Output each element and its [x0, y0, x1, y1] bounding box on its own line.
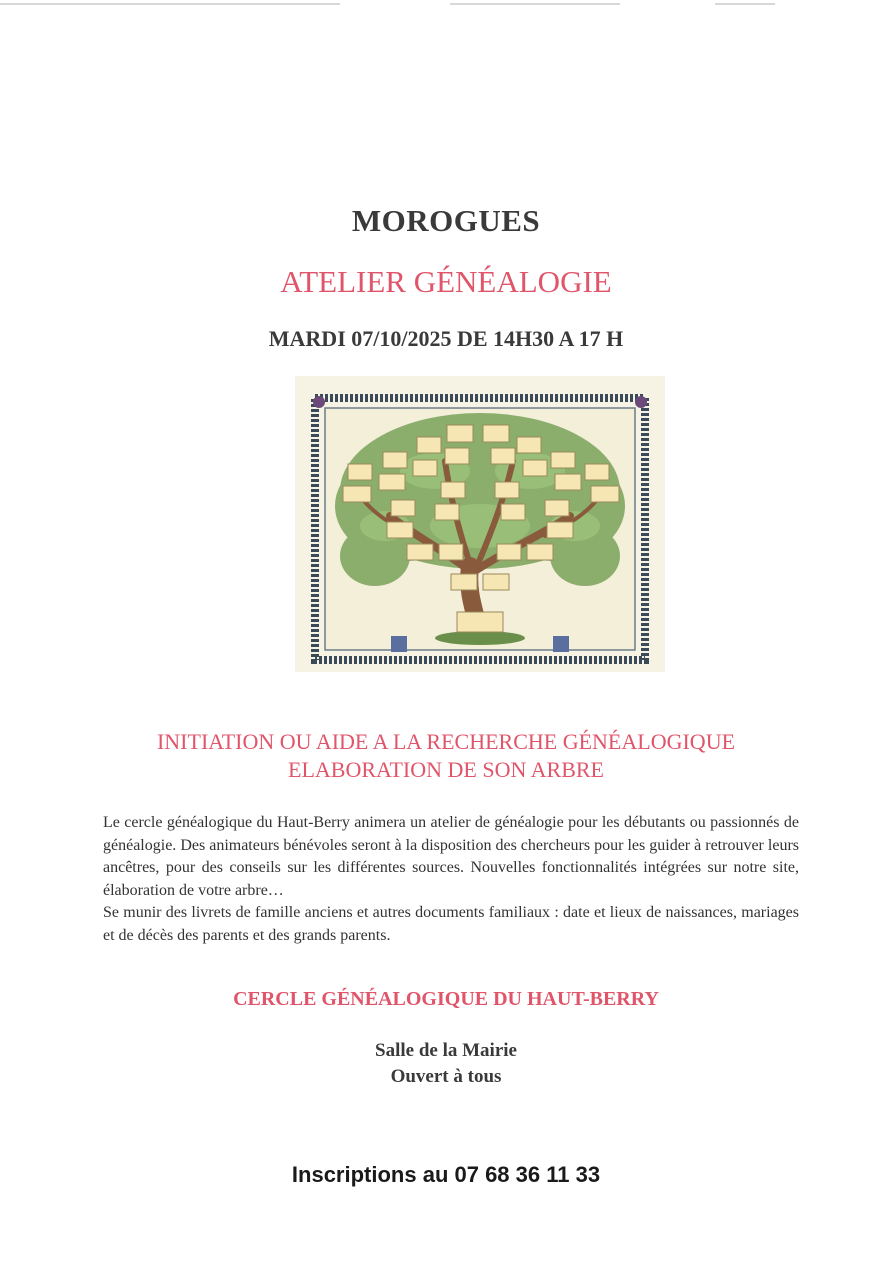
- scan-artifact-line-left: [0, 3, 340, 5]
- town-title: MOROGUES: [351, 203, 541, 238]
- subtitle-tree-building: ELABORATION DE SON ARBRE: [288, 757, 604, 782]
- access-label: Ouvert à tous: [390, 1066, 502, 1087]
- organizer-name: CERCLE GÉNÉALOGIQUE DU HAUT-BERRY: [233, 988, 659, 1010]
- corner-ornament-icon: [313, 396, 325, 408]
- scan-artifact-line-middle: [450, 3, 620, 5]
- family-tree-illustration: [295, 376, 665, 672]
- event-title: ATELIER GÉNÉALOGIE: [280, 264, 612, 299]
- registration-phone: Inscriptions au 07 68 36 11 33: [291, 1162, 601, 1187]
- venue-label: Salle de la Mairie: [375, 1040, 517, 1061]
- subtitle-initiation: INITIATION OU AIDE A LA RECHERCHE GÉNÉALOGIQUE: [156, 729, 736, 754]
- bottom-ornament-icon: [391, 636, 407, 652]
- bottom-ornament-icon: [553, 636, 569, 652]
- tree-ground: [435, 631, 525, 645]
- description-block: [103, 812, 799, 947]
- family-tree-svg: [295, 376, 665, 672]
- description-paragraph: Le cercle généalogique du Haut-Berry animera un atelier de généalogie pour les débutants ou passionnés de généalogie. Des animateurs bénévoles seront à la disposition des chercheurs pour les guider à retrouver leurs ancêtres, pour des conseils sur les différentes sources. Nouvelles fonctionnalités intégrées sur notre site, élaboration de votre arbre…: [103, 814, 799, 899]
- description-paragraph: Se munir des livrets de famille anciens et autres documents familiaux : date et lieux de naissances, mariages et de décès des parents et des grands parents.: [103, 904, 799, 944]
- event-date-time: MARDI 07/10/2025 DE 14H30 A 17 H: [268, 326, 624, 351]
- corner-ornament-icon: [635, 396, 647, 408]
- scan-artifact-line-right: [715, 3, 775, 5]
